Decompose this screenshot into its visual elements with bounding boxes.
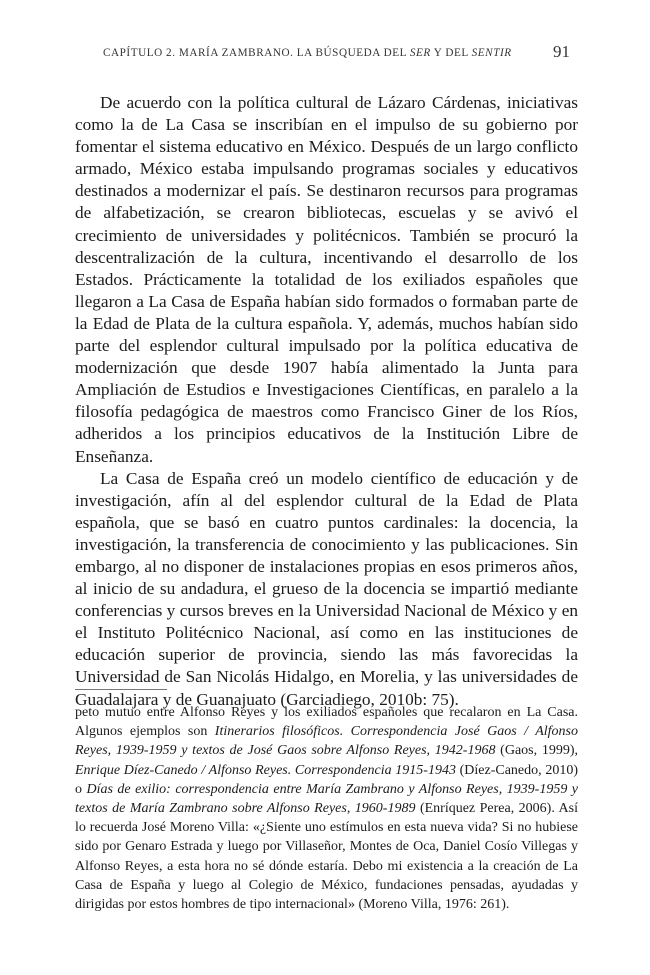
footnote-title-2: Enrique Díez-Canedo / Alfonso Reyes. Correspondencia 1915-1943 bbox=[75, 762, 456, 778]
body-text bbox=[75, 92, 578, 711]
footnote-text bbox=[75, 703, 578, 914]
paragraph-1: De acuerdo con la política cultural de Lázaro Cárdenas, iniciativas como la de La Casa se inscribían en el impulso de su gobierno por fomentar el sistema educativo en México. Después de un largo conflicto armado, México estaba impulsando programas sociales y educativos destinados a modernizar el país. Se destinaron recursos para programas de alfabetización, se crearon bibliotecas, escuelas y se avivó el crecimiento de universidades y politécnicos. También se procuró la descentralización de la cultura, incentivando el desarrollo de los Estados. Prácticamente la totalidad de los exiliados españoles que llegaron a La Casa de España habían sido formados o formaban parte de la Edad de Plata de la cultura española. Y, además, muchos habían sido parte del esplendor cultural impulsado por la política educativa de modernización que desde 1907 había alimentado la Junta para Ampliación de Estudios e Investigaciones Científicas, en paralelo a la filosofía pedagógica de maestros como Francisco Giner de los Ríos, adheridos a los principios educativos de la Institución Libre de Enseñanza. bbox=[75, 93, 578, 466]
footnote-title-1: Itinerarios filosóficos. Correspondencia José Gaos / Alfonso Reyes, 1939-1959 y textos de José Gaos sobre Alfonso Reyes, 1942-1968 bbox=[75, 724, 578, 759]
footnote-text-2: (Gaos, 1999), bbox=[495, 743, 578, 759]
footnote bbox=[75, 703, 578, 914]
footnote-separator bbox=[75, 689, 167, 690]
page-number: 91 bbox=[553, 42, 570, 61]
running-head bbox=[103, 47, 512, 59]
page-header bbox=[103, 44, 570, 64]
running-head-text-mid: Y DEL bbox=[430, 47, 472, 59]
running-head-sentir: SENTIR bbox=[471, 47, 512, 59]
footnote-title-3: Días de exilio: correspondencia entre María Zambrano y Alfonso Reyes, 1939-1959 y textos de María Zambrano sobre Alfonso Reyes, 1960-1989 bbox=[75, 781, 579, 817]
running-head-ser: SER bbox=[409, 47, 431, 59]
footnote-text-3: (Díez-Canedo, 2010) o bbox=[75, 762, 578, 797]
footnote-text-4: (Enríquez Perea, 2006). Así lo recuerda José Moreno Villa: «¿Siente uno estímulos en esta nueva vida? Si no hubiese sido por Genaro Estrada y luego por Villaseñor, Montes de Oca, Daniel Cosío Villegas y Alfonso Reyes, a esta hora no sé dónde estaría. Debo mi existencia a la creación de La Casa de España y luego al Colegio de México, fundaciones pensadas, ayudadas y dirigidas por estos hombres de tipo internacional» (Moreno Villa, 1976: 261). bbox=[75, 801, 578, 913]
running-head-text: CAPÍTULO 2. MARÍA ZAMBRANO. LA BÚSQUEDA DEL bbox=[103, 47, 410, 59]
paragraph-2: La Casa de España creó un modelo científico de educación y de investigación, afín al del esplendor cultural de la Edad de Plata española, que se basó en cuatro puntos cardinales: la docencia, la investigación, la transferencia de conocimiento y las publicaciones. Sin embargo, al no disponer de instalaciones propias en esos primeros años, al inicio de su andadura, el grueso de la docencia se impartió mediante conferencias y cursos breves en la Universidad Nacional de México y en el Instituto Politécnico Nacional, así como en las instituciones de educación superior de provincia, siendo las más favorecidas la Universidad de San Nicolás Hidalgo, en Morelia, y las universidades de Guadalajara y de Guanajuato (Garciadiego, 2010b: 75). bbox=[75, 468, 578, 709]
footnote-text-1: peto mutuo entre Alfonso Reyes y los exiliados españoles que recalaron en La Casa. Algunos ejemplos son bbox=[75, 705, 578, 740]
